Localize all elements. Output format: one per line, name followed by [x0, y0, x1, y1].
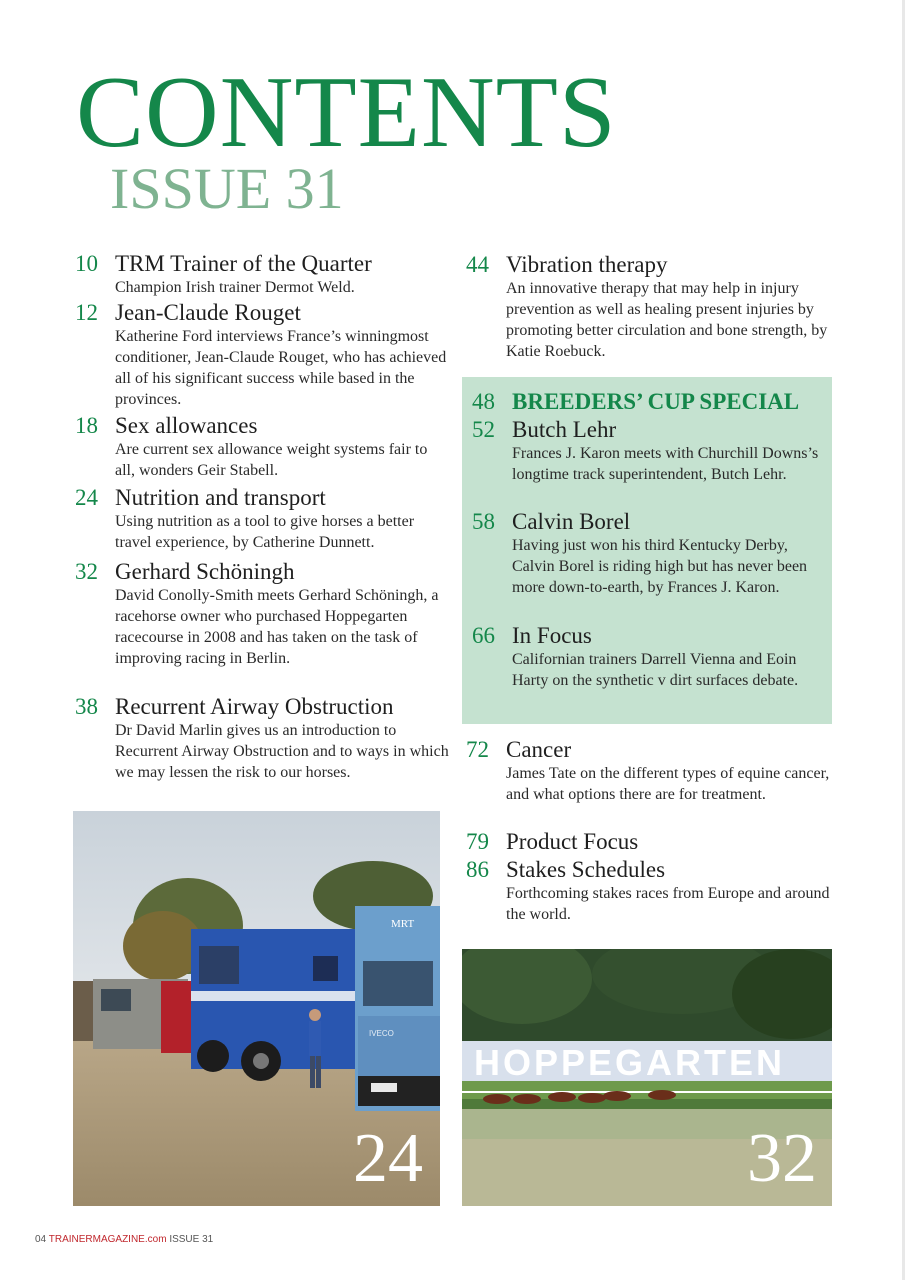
article-summary: David Conolly-Smith meets Gerhard Schöningh, a racehorse owner who purchased Hoppegarten racecourse in 2008 and has taken on the task of improving racing in Berlin. — [115, 587, 439, 667]
photo-page-number: 32 — [747, 1120, 817, 1197]
page-number: 32 — [75, 559, 98, 584]
page-number: 79 — [466, 829, 489, 854]
footer-site: TRAINERMAGAZINE.com — [48, 1234, 167, 1245]
page-number: 12 — [75, 300, 98, 325]
racecourse-sign: HOPPEGARTEN — [474, 1042, 786, 1083]
article-summary: Having just won his third Kentucky Derby, Calvin Borel is riding high but has never been more down-to-earth, by Frances J. Karon. — [512, 537, 808, 596]
truck-cab-text: MRT — [391, 918, 415, 930]
contents-entry — [75, 559, 450, 669]
page-number: 48 — [472, 389, 495, 414]
page-footer — [35, 1234, 213, 1245]
article-title: Cancer — [506, 737, 572, 762]
special-heading — [472, 389, 827, 415]
footer-page-number: 04 — [35, 1234, 47, 1245]
photo-page-number: 24 — [353, 1120, 423, 1197]
contents-entry — [75, 300, 450, 410]
page-title: CONTENTS — [76, 56, 617, 169]
hoppegarten-photo — [462, 949, 832, 1206]
article-summary: Forthcoming stakes races from Europe and around the world. — [506, 885, 830, 923]
article-title: Vibration therapy — [506, 252, 668, 277]
page-number: 72 — [466, 737, 489, 762]
article-title: Calvin Borel — [512, 509, 631, 534]
contents-entry — [75, 694, 450, 783]
article-title: Butch Lehr — [512, 417, 617, 442]
article-summary: James Tate on the different types of equine cancer, and what options there are for treatment. — [506, 765, 830, 803]
article-summary: Californian trainers Darrell Vienna and Eoin Harty on the synthetic v dirt surfaces debate. — [512, 651, 799, 689]
article-title: Recurrent Airway Obstruction — [115, 694, 394, 719]
page-number: 52 — [472, 417, 495, 442]
page-number: 44 — [466, 252, 489, 277]
contents-entry — [75, 485, 450, 553]
page-number: 10 — [75, 251, 98, 276]
article-summary: Are current sex allowance weight systems fair to all, wonders Geir Stabell. — [115, 441, 428, 479]
page-number: 24 — [75, 485, 98, 510]
page-number: 38 — [75, 694, 98, 719]
truck-grille-text: IVECO — [369, 1029, 394, 1038]
contents-entry — [466, 829, 831, 855]
article-title: Product Focus — [506, 829, 639, 854]
article-title: Sex allowances — [115, 413, 258, 438]
issue-label: ISSUE 31 — [110, 156, 344, 221]
page-number: 58 — [472, 509, 495, 534]
horse-trucks-photo — [73, 811, 440, 1206]
article-summary: Frances J. Karon meets with Churchill Downs’s longtime track superintendent, Butch Lehr. — [512, 445, 819, 483]
special-title: BREEDERS’ CUP SPECIAL — [512, 389, 800, 414]
contents-entry — [466, 737, 831, 805]
article-title: Gerhard Schöningh — [115, 559, 295, 584]
contents-entry — [75, 251, 450, 298]
article-summary: Using nutrition as a tool to give horses a better travel experience, by Catherine Dunnett. — [115, 513, 415, 551]
page-number: 66 — [472, 623, 495, 648]
contents-entry — [472, 509, 827, 598]
page-number: 86 — [466, 857, 489, 882]
article-title: Stakes Schedules — [506, 857, 666, 882]
article-title: Nutrition and transport — [115, 485, 326, 510]
contents-entry — [466, 857, 831, 925]
article-summary: Dr David Marlin gives us an introduction to Recurrent Airway Obstruction and to ways in which we may lessen the risk to our horses. — [115, 722, 449, 781]
contents-entry — [472, 623, 827, 691]
article-summary: Champion Irish trainer Dermot Weld. — [115, 279, 355, 296]
article-summary: An innovative therapy that may help in injury prevention as well as healing present injuries by promoting better circulation and bone strength, by Katie Roebuck. — [506, 280, 828, 360]
page-number: 18 — [75, 413, 98, 438]
footer-issue: ISSUE 31 — [169, 1234, 214, 1245]
article-title: TRM Trainer of the Quarter — [115, 251, 372, 276]
article-title: In Focus — [512, 623, 592, 648]
article-summary: Katherine Ford interviews France’s winningmost conditioner, Jean-Claude Rouget, who has achieved all of his significant success while based in the provinces. — [115, 328, 447, 408]
article-title: Jean-Claude Rouget — [115, 300, 301, 325]
breeders-cup-panel — [462, 377, 832, 724]
contents-entry — [472, 417, 827, 485]
contents-entry — [75, 413, 450, 481]
contents-entry — [466, 252, 831, 362]
